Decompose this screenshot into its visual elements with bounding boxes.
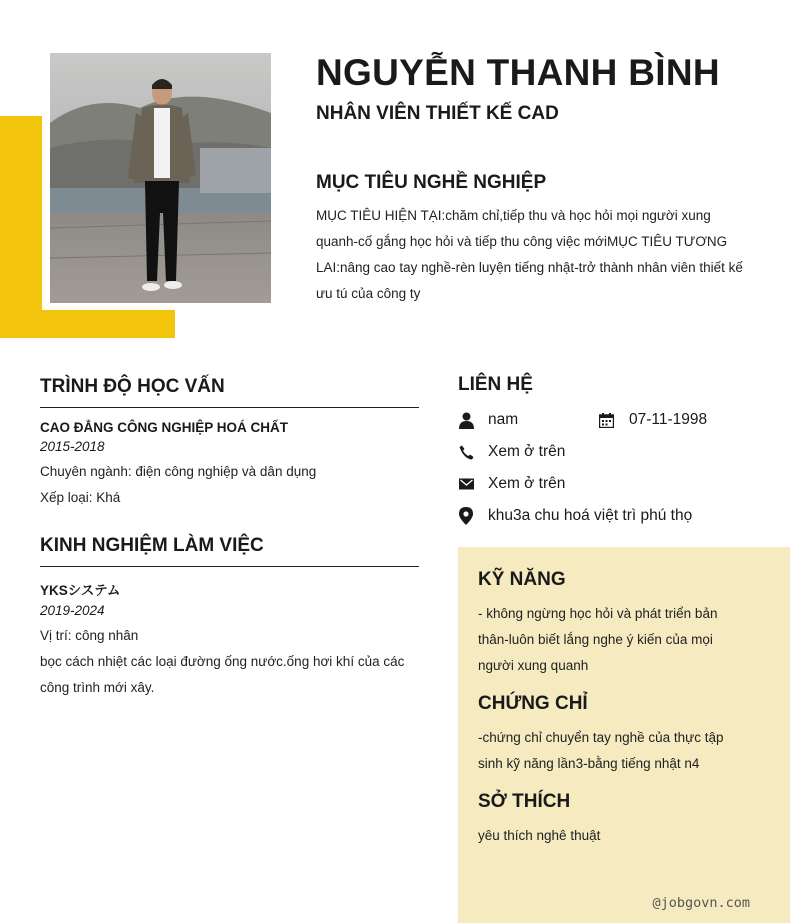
profile-photo bbox=[50, 53, 271, 303]
section-heading-certificates: CHỨNG CHỈ bbox=[478, 693, 588, 714]
experience-company: YKSシステム bbox=[40, 583, 121, 598]
section-heading-education: TRÌNH ĐỘ HỌC VẤN bbox=[40, 376, 419, 408]
experience-position: Vị trí: công nhân bbox=[40, 628, 139, 643]
side-panel bbox=[458, 547, 790, 923]
accent-bar-vertical bbox=[0, 116, 42, 338]
certificates-text: -chứng chỉ chuyển tay nghề của thực tập sinh kỹ năng lần3-bằng tiếng nhật n4 bbox=[478, 730, 724, 771]
location-pin-icon bbox=[458, 507, 474, 525]
phone-icon bbox=[458, 443, 474, 461]
objective-text: MỤC TIÊU HIỆN TẠI:chăm chỉ,tiếp thu và học hỏi mọi người xung quanh-cố gắng học hỏi và tiếp thu công việc mớiMỤC TIÊU TƯƠNG LAI:nâng cao tay nghề-rèn luyện tiếng nhật-trở thành nhân viên thiết kế ưu tú của công ty bbox=[316, 208, 743, 301]
accent-bar-horizontal bbox=[0, 310, 175, 338]
calendar-icon bbox=[598, 411, 614, 429]
birthday-value: 07-11-1998 bbox=[629, 411, 708, 428]
skills-text: - không ngừng học hỏi và phát triển bản thân-luôn biết lắng nghe ý kiến của mọi người xung quanh bbox=[478, 606, 718, 673]
education-grade: Xếp loại: Khá bbox=[40, 490, 121, 505]
job-title: NHÂN VIÊN THIẾT KẾ CAD bbox=[316, 103, 559, 124]
contact-row-gender-birthday bbox=[458, 404, 778, 436]
experience-section bbox=[40, 535, 419, 701]
contact-row-address bbox=[458, 500, 778, 532]
hobbies-text: yêu thích nghê thuật bbox=[478, 828, 601, 843]
section-heading-contact: LIÊN HỆ bbox=[458, 374, 533, 395]
address-value: khu3a chu hoá việt trì phú thọ bbox=[488, 507, 693, 524]
email-value: Xem ở trên bbox=[488, 475, 566, 492]
education-major: Chuyên ngành: điện công nghiệp và dân dụng bbox=[40, 464, 317, 479]
education-section bbox=[40, 376, 419, 511]
section-heading-experience: KINH NGHIỆM LÀM VIỆC bbox=[40, 535, 419, 567]
candidate-name: NGUYỄN THANH BÌNH bbox=[316, 52, 720, 93]
contact-section bbox=[458, 374, 778, 532]
education-school: CAO ĐẲNG CÔNG NGHIỆP HOÁ CHẤT bbox=[40, 420, 289, 435]
person-icon bbox=[458, 411, 474, 429]
section-heading-skills: KỸ NĂNG bbox=[478, 569, 566, 590]
contact-row-phone bbox=[458, 436, 778, 468]
phone-value: Xem ở trên bbox=[488, 443, 566, 460]
mail-icon bbox=[458, 475, 474, 493]
gender-value: nam bbox=[488, 411, 519, 428]
section-heading-objective: MỤC TIÊU NGHỀ NGHIỆP bbox=[316, 172, 547, 193]
section-heading-hobbies: SỞ THÍCH bbox=[478, 791, 571, 812]
contact-row-email bbox=[458, 468, 778, 500]
watermark: @jobgovn.com bbox=[652, 895, 750, 911]
experience-description: bọc cách nhiệt các loại đường ống nước.ống hơi khí của các công trình mới xây. bbox=[40, 654, 405, 695]
education-period: 2015-2018 bbox=[40, 439, 105, 454]
experience-period: 2019-2024 bbox=[40, 603, 105, 618]
career-objective-section bbox=[316, 172, 746, 307]
